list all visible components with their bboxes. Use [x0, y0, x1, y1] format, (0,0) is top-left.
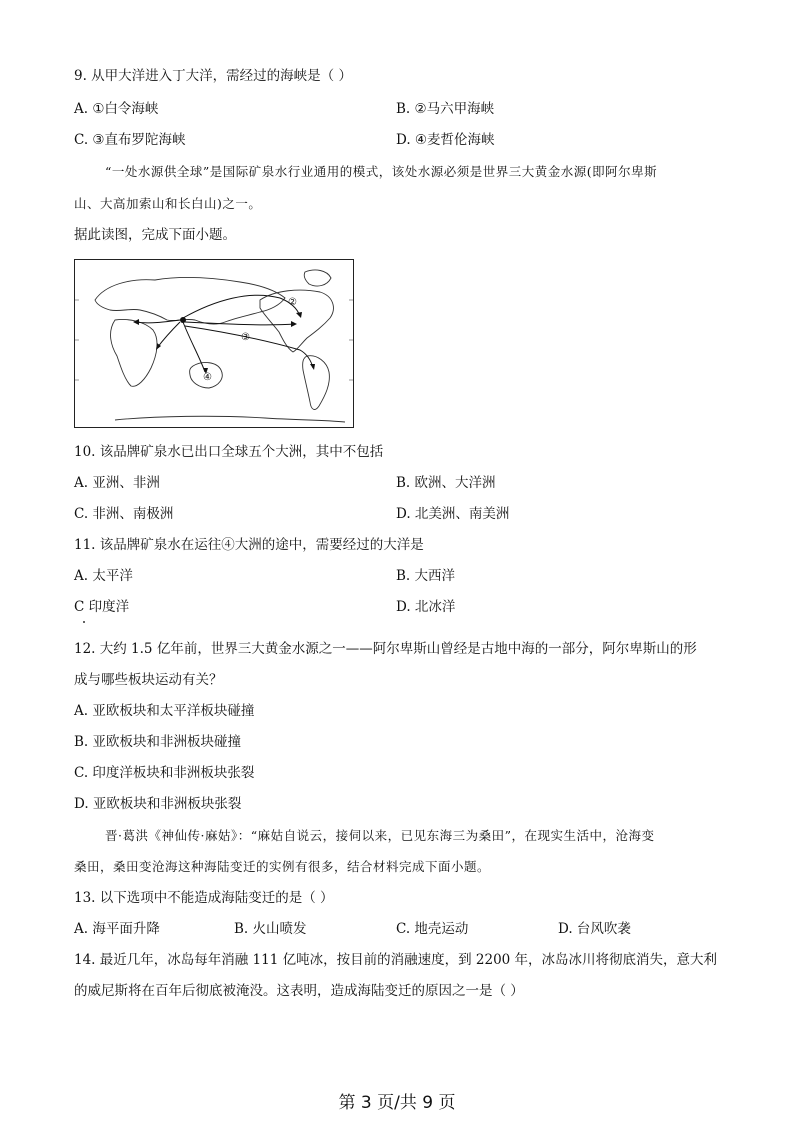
route-to-north-america [183, 295, 300, 318]
africa-outline [111, 319, 158, 386]
passage1-line3: 据此读图，完成下面小题。 [74, 227, 236, 243]
greenland-outline [304, 270, 331, 286]
q11-option-b: B. 大西洋 [396, 568, 456, 584]
q9-option-a: A. ①白令海峡 [74, 101, 159, 117]
map-frame-ticks [75, 300, 353, 380]
q10-option-c: C. 非洲、南极洲 [74, 506, 174, 522]
q13-option-d: D. 台风吹袭 [558, 921, 631, 937]
south-america-outline [303, 356, 330, 410]
q10-stem: 10. 该品牌矿泉水已出口全球五个大洲，其中不包括 [74, 444, 384, 460]
passage1-line1: “一处水源供全球”是国际矿泉水行业通用的模式，该处水源必须是世界三大黄金水源(即阿尔卑斯 [105, 164, 658, 179]
marker-4: ④ [203, 372, 212, 383]
route-to-east-america [185, 322, 295, 325]
q9-option-d: D. ④麦哲伦海峡 [396, 132, 495, 148]
q12-option-c: C. 印度洋板块和非洲板块张裂 [74, 765, 255, 781]
world-map-svg [75, 260, 353, 427]
q13-option-b: B. 火山喷发 [234, 921, 307, 937]
route-to-australia [183, 322, 205, 372]
q10-option-d: D. 北美洲、南美洲 [396, 506, 510, 522]
q10-option-a: A. 亚洲、非洲 [74, 475, 160, 491]
q11-option-a: A. 太平洋 [74, 568, 133, 584]
q14-line2: 的威尼斯将在百年后彻底被淹没。这表明，造成海陆变迁的原因之一是（ ） [74, 983, 524, 999]
world-map-figure [74, 259, 354, 428]
q11-option-c: C 印度洋 [74, 599, 130, 615]
q12-option-d: D. 亚欧板块和非洲板块张裂 [74, 796, 242, 812]
stray-dot [83, 621, 85, 623]
q11-stem: 11. 该品牌矿泉水在运往④大洲的途中，需要经过的大洋是 [74, 537, 424, 553]
marker-1: ② [288, 297, 297, 308]
q14-line1: 14. 最近几年，冰岛每年消融 111 亿吨冰，按目前的消融速度，到 2200 年，冰岛冰川将彻底消失，意大利 [74, 952, 718, 968]
passage1-line2: 山、大高加索山和长白山)之一。 [74, 196, 262, 211]
q11-option-d: D. 北冰洋 [396, 599, 456, 615]
europe-asia-outline [95, 277, 285, 324]
q9-option-c: C. ③直布罗陀海峡 [74, 132, 186, 148]
page-number-footer: 第 3 页/共 9 页 [338, 1093, 456, 1113]
antarctica-outline [115, 416, 345, 422]
q12-line2: 成与哪些板块运动有关？ [74, 672, 223, 688]
water-source-marker [180, 317, 186, 323]
passage2-line2: 桑田，桑田变沧海这种海陆变迁的实例有很多，结合材料完成下面小题。 [74, 859, 491, 874]
q10-option-b: B. 欧洲、大洋洲 [396, 475, 496, 491]
marker-3: ③ [241, 332, 250, 343]
q12-line1: 12. 大约 1.5 亿年前，世界三大黄金水源之一——阿尔卑斯山曾经是古地中海的一部分，阿尔卑斯山的形 [74, 641, 697, 657]
route-to-africa [157, 322, 180, 348]
q13-stem: 13. 以下选项中不能造成海陆变迁的是（ ） [74, 890, 334, 906]
q12-option-b: B. 亚欧板块和非洲板块碰撞 [74, 734, 242, 750]
passage2-line1: 晋·葛洪《神仙传·麻姑》：“麻姑自说云，接伺以来，已见东海三为桑田”，在现实生活中，沧海变 [105, 828, 655, 843]
q13-option-c: C. 地壳运动 [396, 921, 469, 937]
q9-stem: 9. 从甲大洋进入丁大洋，需经过的海峡是（ ） [74, 68, 352, 84]
q13-option-a: A. 海平面升降 [74, 921, 160, 937]
q9-option-b: B. ②马六甲海峡 [396, 101, 495, 117]
q12-option-a: A. 亚欧板块和太平洋板块碰撞 [74, 703, 255, 719]
route-to-europe [135, 320, 180, 323]
